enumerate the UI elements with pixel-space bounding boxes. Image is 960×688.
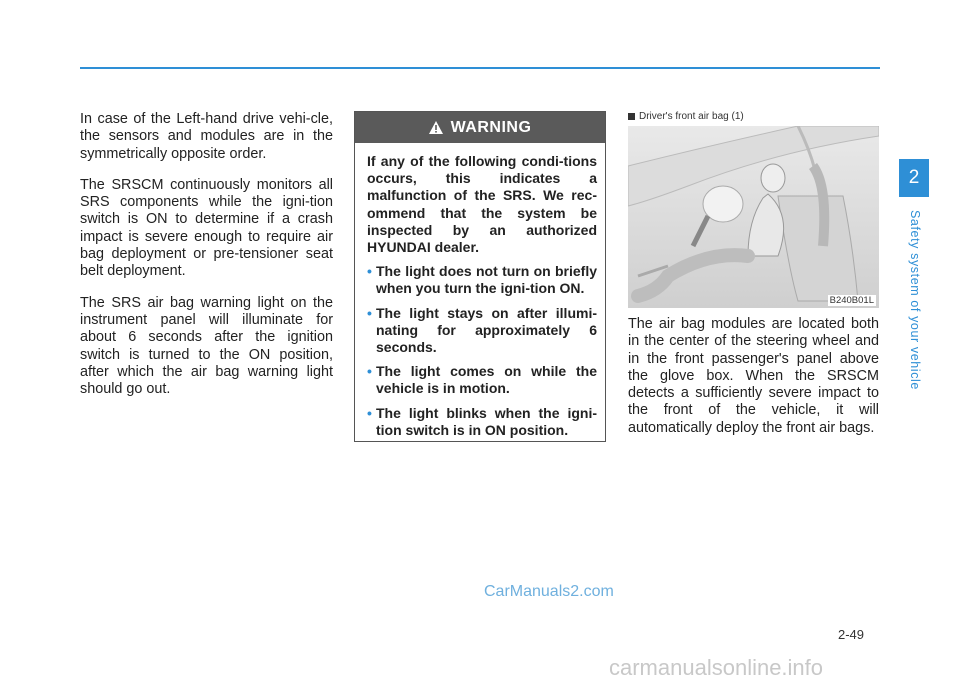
warning-title: WARNING xyxy=(450,118,532,136)
paragraph: The SRS air bag warning light on the instrument panel will illuminate for about 6 seconds after the ignition switch is turned to the ON position, after which the air bag warning light should go out. xyxy=(80,294,333,398)
caption-square-icon xyxy=(628,113,635,120)
warning-list xyxy=(367,263,597,439)
warning-item: • The light comes on while the vehicle is in motion. xyxy=(367,363,597,397)
warning-item: • The light blinks when the igni-tion switch is in ON position. xyxy=(367,404,597,438)
chapter-label: Safety system of your vehicle xyxy=(908,210,922,390)
warning-header xyxy=(355,112,605,143)
warning-triangle-icon xyxy=(429,121,443,134)
paragraph: The SRSCM continuously monitors all SRS components while the igni-tion switch is ON to determine if a crash impact is severe enough to require air bag deployment or pre-tensioner seat belt deployment. xyxy=(80,176,333,280)
airbag-illustration xyxy=(628,126,879,308)
figure-code: B240B01L xyxy=(829,295,874,306)
warning-intro: If any of the following condi-tions occurs, this indicates a malfunction of the SRS. We rec-ommend that the system be inspected by an authorized HYUNDAI dealer. xyxy=(367,153,597,256)
paragraph: In case of the Left-hand drive vehi-cle, the sensors and modules are in the symmetrically opposite order. xyxy=(80,111,333,162)
right-text-column xyxy=(628,316,879,437)
driver-airbag-drawing xyxy=(628,126,879,308)
watermark: carmanualsonline.info xyxy=(609,655,824,680)
bullet-icon: • xyxy=(367,404,372,421)
warning-item: • The light stays on after illumi-nating for approximately 6 seconds. xyxy=(367,304,597,356)
bullet-icon: • xyxy=(367,304,372,321)
chapter-tab xyxy=(899,159,929,197)
bullet-icon: • xyxy=(367,363,372,380)
left-text-column xyxy=(80,111,333,412)
warning-body xyxy=(355,143,605,439)
warning-box xyxy=(354,111,606,442)
bullet-icon: • xyxy=(367,263,372,280)
header-rule xyxy=(80,67,880,69)
page-number: 2-49 xyxy=(838,627,865,642)
paragraph: The air bag modules are located both in the center of the steering wheel and in the front passenger's panel above the glove box. When the SRSCM detects a sufficiently severe impact to the front of the vehicle, it will automatically deploy the front air bags. xyxy=(628,316,879,436)
watermark: CarManuals2.com xyxy=(484,583,614,600)
warning-item: • The light does not turn on briefly when you turn the igni-tion ON. xyxy=(367,263,597,297)
chapter-number: 2 xyxy=(908,167,920,188)
figure-caption: Driver's front air bag (1) xyxy=(628,111,744,122)
